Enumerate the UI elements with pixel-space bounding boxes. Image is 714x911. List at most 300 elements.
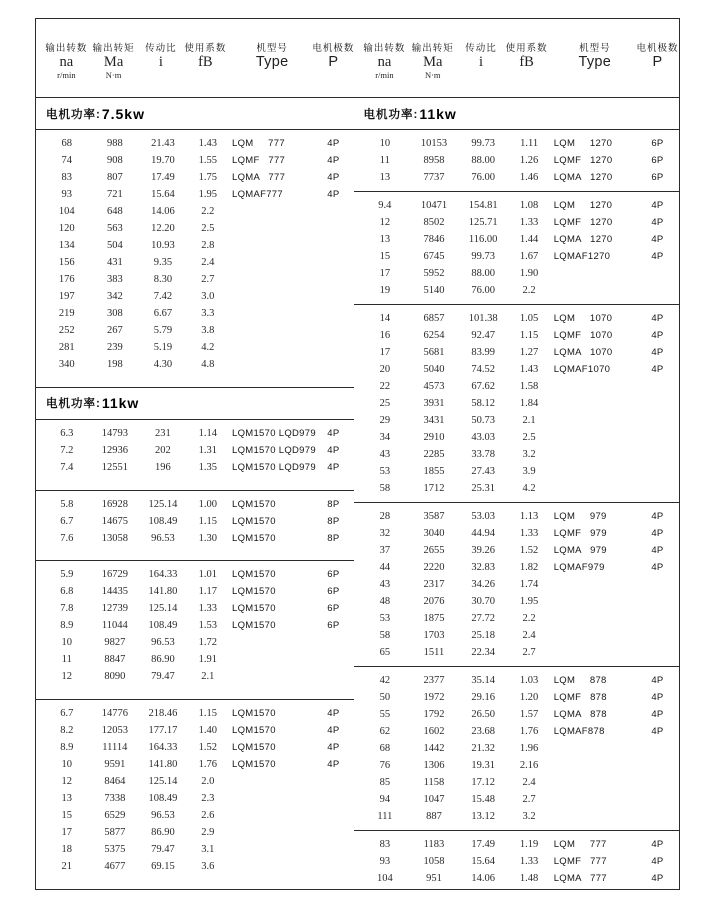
table-row — [360, 836, 677, 853]
table-row — [42, 442, 352, 459]
cell-na: 10 — [61, 759, 73, 771]
cell-fb: 2.8 — [201, 240, 215, 251]
cell-na: 83 — [379, 839, 391, 850]
table-row — [360, 808, 677, 825]
cell-i: 35.14 — [471, 675, 495, 686]
spec-table-left — [35, 18, 355, 890]
table-row — [360, 152, 677, 169]
cell-ma: 988 — [106, 138, 123, 149]
cell-fb: 1.58 — [519, 381, 539, 392]
cell-fb: 2.5 — [522, 432, 536, 443]
cell-ma: 11114 — [102, 742, 128, 754]
cell-i: 17.12 — [471, 777, 495, 788]
cell-i: 4.30 — [153, 359, 173, 370]
cell-p: 4P — [327, 172, 340, 183]
cell-type: LQM1570 LQD979 — [231, 427, 316, 439]
cell-na: 53 — [379, 613, 391, 624]
cell-ma: 1442 — [423, 743, 445, 754]
cell-i: 99.73 — [471, 251, 495, 262]
cell-na: 156 — [58, 257, 75, 268]
cell-p: 4P — [651, 251, 664, 262]
cell-p: 6P — [327, 586, 340, 598]
cell-i: 231 — [155, 427, 171, 439]
table-row — [360, 774, 677, 791]
section-title — [36, 388, 354, 420]
cell-ma: 4573 — [423, 381, 445, 392]
cell-na: 37 — [379, 545, 391, 556]
cell-ma: 16729 — [101, 569, 128, 581]
cell-type: LQMA 1070 — [553, 347, 613, 358]
table-row — [360, 508, 677, 525]
table-row — [360, 853, 677, 870]
cell-i: 92.47 — [471, 330, 495, 341]
cell-ma: 2655 — [423, 545, 445, 556]
column-unit: N·m — [424, 70, 441, 81]
cell-i: 83.99 — [471, 347, 495, 358]
cell-ma: 5681 — [423, 347, 445, 358]
cell-na: 6.8 — [60, 586, 74, 598]
cell-p: 4P — [651, 709, 664, 720]
cell-fb: 1.33 — [519, 856, 539, 867]
table-row — [42, 600, 352, 617]
cell-ma: 9827 — [104, 637, 126, 649]
cell-type: LQM1570 LQD979 — [231, 444, 316, 456]
cell-na: 252 — [58, 325, 75, 336]
cell-ma: 3040 — [423, 528, 445, 539]
cell-ma: 1306 — [423, 760, 445, 771]
column-label-zh: 机型号 — [579, 42, 611, 54]
cell-na: 29 — [379, 415, 391, 426]
cell-fb: 2.9 — [201, 827, 215, 839]
cell-na: 11 — [379, 155, 390, 166]
cell-na: 48 — [379, 596, 391, 607]
motor-power-value: 7.5kw — [101, 105, 145, 122]
cell-type: LQM1570 — [231, 759, 276, 771]
cell-fb: 1.19 — [519, 839, 539, 850]
cell-p: 4P — [327, 461, 340, 473]
column-symbol: Ma — [423, 53, 443, 70]
cell-fb: 1.35 — [198, 461, 218, 473]
cell-na: 55 — [379, 709, 391, 720]
cell-type: LQMF 878 — [553, 692, 607, 703]
cell-na: 85 — [379, 777, 391, 788]
column-header-na — [360, 40, 410, 81]
cell-na: 15 — [61, 810, 73, 822]
cell-fb: 2.4 — [522, 630, 536, 641]
table-row — [360, 361, 677, 378]
cell-p: 4P — [651, 873, 664, 884]
cell-i: 43.03 — [471, 432, 495, 443]
cell-ma: 16928 — [101, 498, 128, 510]
column-label-zh: 输出转矩 — [411, 43, 454, 54]
cell-na: 6.7 — [60, 708, 74, 720]
cell-fb: 4.8 — [201, 359, 215, 370]
cell-fb: 1.44 — [519, 234, 539, 245]
cell-fb: 1.31 — [198, 444, 218, 456]
column-symbol: Ma — [103, 53, 124, 70]
cell-fb: 4.2 — [201, 342, 215, 353]
table-row — [360, 757, 677, 774]
column-header-ma — [409, 40, 456, 81]
cell-ma: 6529 — [104, 810, 126, 822]
table-row — [360, 672, 677, 689]
cell-i: 76.00 — [471, 172, 495, 183]
cell-p: 8P — [327, 498, 340, 510]
cell-p: 4P — [651, 562, 664, 573]
cell-p: 4P — [651, 364, 664, 375]
cell-type: LQM 979 — [553, 511, 607, 522]
cell-i: 99.73 — [471, 138, 495, 149]
cell-fb: 3.9 — [522, 466, 536, 477]
cell-ma: 12936 — [101, 444, 128, 456]
cell-ma: 5877 — [104, 827, 126, 839]
cell-p: 4P — [651, 692, 664, 703]
table-row — [360, 310, 677, 327]
cell-i: 32.83 — [471, 562, 495, 573]
cell-p: 4P — [651, 726, 664, 737]
cell-fb: 1.55 — [198, 155, 218, 166]
cell-ma: 267 — [106, 325, 123, 336]
cell-na: 281 — [58, 342, 75, 353]
cell-ma: 1158 — [423, 777, 445, 788]
cell-fb: 2.4 — [522, 777, 536, 788]
cell-fb: 1.05 — [519, 313, 539, 324]
cell-type: LQMA 1270 — [553, 172, 613, 183]
cell-na: 20 — [379, 364, 391, 375]
cell-fb: 1.43 — [519, 364, 539, 375]
cell-fb: 3.2 — [522, 811, 536, 822]
cell-ma: 2317 — [423, 579, 445, 590]
cell-na: 219 — [58, 308, 75, 319]
cell-i: 19.31 — [471, 760, 495, 771]
table-row — [360, 378, 677, 395]
table-row — [42, 459, 352, 476]
cell-ma: 2220 — [423, 562, 445, 573]
cell-i: 5.79 — [153, 325, 173, 336]
cell-fb: 2.5 — [201, 223, 215, 234]
cell-p: 6P — [651, 138, 664, 149]
cell-p: 4P — [651, 511, 664, 522]
table-row — [42, 254, 352, 271]
cell-na: 12 — [61, 671, 73, 683]
table-row — [360, 559, 677, 576]
cell-ma: 3587 — [423, 511, 445, 522]
table-row — [42, 186, 352, 203]
cell-i: 218.46 — [148, 708, 178, 720]
cell-i: 116.00 — [468, 234, 498, 245]
cell-type: LQMF 1070 — [553, 330, 613, 341]
table-row — [360, 344, 677, 361]
table-row — [360, 463, 677, 480]
table-row — [42, 634, 352, 651]
cell-type: LQMF 777 — [231, 155, 286, 166]
cell-na: 10 — [379, 138, 391, 149]
cell-ma: 1511 — [423, 647, 445, 658]
cell-i: 17.49 — [471, 839, 495, 850]
cell-p: 4P — [327, 189, 340, 200]
cell-ma: 4677 — [104, 861, 126, 873]
cell-na: 50 — [379, 692, 391, 703]
cell-i: 101.38 — [468, 313, 498, 324]
cell-p: 4P — [327, 427, 340, 439]
cell-p: 4P — [327, 138, 340, 149]
column-header-na — [42, 40, 91, 81]
column-header-p — [312, 40, 355, 81]
cell-fb: 1.95 — [198, 189, 218, 200]
cell-p: 4P — [651, 347, 664, 358]
table-row — [360, 576, 677, 593]
cell-p: 4P — [327, 444, 340, 456]
data-block — [354, 130, 679, 192]
table-row — [42, 203, 352, 220]
table-row — [360, 525, 677, 542]
cell-i: 125.14 — [148, 498, 178, 510]
cell-na: 12 — [61, 776, 73, 788]
cell-type: LQM1570 — [231, 515, 276, 527]
column-symbol: na — [59, 53, 74, 70]
cell-fb: 1.91 — [198, 654, 218, 666]
table-row — [360, 197, 677, 214]
cell-ma: 3931 — [423, 398, 445, 409]
cell-fb: 2.2 — [522, 613, 536, 624]
cell-i: 39.26 — [471, 545, 495, 556]
cell-na: 18 — [61, 844, 73, 856]
cell-ma: 5140 — [423, 285, 445, 296]
cell-fb: 4.2 — [522, 483, 536, 494]
cell-i: 27.72 — [471, 613, 495, 624]
cell-type: LQM 1070 — [553, 313, 613, 324]
cell-ma: 1183 — [423, 839, 445, 850]
table-row — [360, 542, 677, 559]
motor-power-label: 电机功率: — [46, 398, 101, 411]
cell-ma: 1792 — [423, 709, 445, 720]
cell-i: 14.06 — [151, 206, 175, 217]
cell-i: 125.71 — [468, 217, 498, 228]
cell-ma: 239 — [106, 342, 123, 353]
column-unit: r/min — [57, 70, 76, 81]
cell-ma: 7846 — [423, 234, 445, 245]
data-block — [354, 305, 679, 503]
cell-na: 16 — [379, 330, 391, 341]
cell-fb: 2.2 — [522, 285, 536, 296]
cell-ma: 14675 — [101, 515, 128, 527]
table-row — [42, 288, 352, 305]
cell-i: 154.81 — [468, 200, 498, 211]
cell-i: 25.18 — [471, 630, 495, 641]
column-label-zh: 输出转数 — [363, 43, 406, 54]
cell-na: 65 — [379, 647, 391, 658]
table-row — [360, 395, 677, 412]
cell-fb: 1.33 — [519, 528, 539, 539]
cell-fb: 1.33 — [519, 217, 539, 228]
table-row — [360, 327, 677, 344]
cell-na: 68 — [61, 138, 73, 149]
cell-p: 4P — [327, 155, 340, 166]
cell-fb: 2.2 — [201, 206, 215, 217]
cell-type: LQM1570 — [231, 620, 276, 632]
cell-fb: 2.1 — [522, 415, 536, 426]
cell-p: 6P — [327, 569, 340, 581]
cell-fb: 2.4 — [201, 257, 215, 268]
cell-type: LQMA 1270 — [553, 234, 613, 245]
cell-fb: 1.08 — [519, 200, 539, 211]
cell-i: 27.43 — [471, 466, 495, 477]
table-row — [360, 610, 677, 627]
column-symbol: Type — [578, 53, 612, 70]
cell-fb: 1.96 — [519, 743, 539, 754]
cell-i: 50.73 — [471, 415, 495, 426]
cell-na: 7.6 — [60, 532, 74, 544]
cell-i: 7.42 — [153, 291, 173, 302]
cell-fb: 1.40 — [198, 725, 218, 737]
cell-p: 4P — [651, 217, 664, 228]
cell-ma: 1047 — [423, 794, 445, 805]
cell-na: 134 — [58, 240, 75, 251]
cell-na: 15 — [379, 251, 391, 262]
cell-i: 13.12 — [471, 811, 495, 822]
cell-p: 4P — [327, 759, 340, 771]
cell-ma: 951 — [426, 873, 442, 884]
cell-type: LQM1570 LQD979 — [231, 461, 316, 473]
cell-ma: 14793 — [101, 427, 128, 439]
cell-type: LQMA 878 — [553, 709, 607, 720]
cell-type: LQM1570 — [231, 498, 276, 510]
cell-ma: 13058 — [101, 532, 128, 544]
cell-fb: 2.6 — [201, 810, 215, 822]
cell-na: 5.8 — [60, 498, 74, 510]
cell-ma: 3431 — [423, 415, 445, 426]
table-row — [360, 412, 677, 429]
cell-fb: 1.52 — [519, 545, 539, 556]
column-unit: N·m — [105, 70, 122, 81]
column-symbol: i — [158, 53, 163, 70]
cell-ma: 1058 — [423, 856, 445, 867]
cell-type: LQMAF878 — [553, 726, 605, 737]
cell-type: LQM 1270 — [553, 200, 613, 211]
cell-type: LQM 1270 — [553, 138, 613, 149]
cell-type: LQMAF1270 — [553, 251, 611, 262]
cell-fb: 1.52 — [198, 742, 218, 754]
cell-ma: 5375 — [104, 844, 126, 856]
cell-na: 25 — [379, 398, 391, 409]
cell-ma: 8502 — [423, 217, 445, 228]
cell-na: 19 — [379, 285, 391, 296]
data-block — [36, 491, 354, 562]
cell-ma: 1875 — [423, 613, 445, 624]
cell-i: 86.90 — [151, 654, 175, 666]
table-row — [360, 870, 677, 887]
cell-fb: 1.15 — [198, 515, 218, 527]
cell-i: 125.14 — [148, 603, 178, 615]
cell-na: 8.9 — [60, 742, 74, 754]
cell-fb: 3.1 — [201, 844, 215, 856]
cell-ma: 1972 — [423, 692, 445, 703]
cell-fb: 3.6 — [201, 861, 215, 873]
cell-p: 4P — [651, 234, 664, 245]
table-row — [42, 651, 352, 668]
cell-fb: 1.90 — [519, 268, 539, 279]
cell-fb: 1.72 — [198, 637, 218, 649]
cell-fb: 1.53 — [198, 620, 218, 632]
cell-ma: 198 — [106, 359, 123, 370]
cell-na: 6.3 — [60, 427, 74, 439]
table-row — [42, 739, 352, 756]
table-row — [42, 722, 352, 739]
cell-ma: 8958 — [423, 155, 445, 166]
cell-na: 17 — [379, 347, 391, 358]
column-label-zh: 电机极数 — [312, 42, 355, 54]
cell-fb: 3.8 — [201, 325, 215, 336]
column-header-fb — [506, 40, 547, 81]
cell-type: LQM1570 — [231, 708, 276, 720]
cell-na: 104 — [376, 873, 393, 884]
cell-fb: 1.43 — [198, 138, 218, 149]
cell-fb: 1.57 — [519, 709, 539, 720]
table-row — [42, 790, 352, 807]
cell-fb: 1.76 — [198, 759, 218, 771]
cell-i: 202 — [155, 444, 171, 456]
cell-ma: 504 — [106, 240, 123, 251]
column-symbol: fB — [519, 53, 534, 70]
cell-type: LQMF 979 — [553, 528, 607, 539]
table-row — [360, 791, 677, 808]
table-row — [42, 152, 352, 169]
cell-i: 53.03 — [471, 511, 495, 522]
cell-fb: 1.95 — [519, 596, 539, 607]
cell-fb: 1.20 — [519, 692, 539, 703]
column-symbol: P — [652, 53, 663, 70]
cell-type: LQM1570 — [231, 742, 276, 754]
data-block — [36, 561, 354, 700]
cell-ma: 2285 — [423, 449, 445, 460]
cell-ma: 14435 — [101, 586, 128, 598]
cell-na: 7.2 — [60, 444, 74, 456]
cell-fb: 2.3 — [201, 793, 215, 805]
cell-fb: 1.15 — [198, 708, 218, 720]
cell-i: 5.19 — [153, 342, 173, 353]
cell-p: 4P — [651, 545, 664, 556]
cell-na: 58 — [379, 483, 391, 494]
cell-i: 26.50 — [471, 709, 495, 720]
table-row — [360, 169, 677, 186]
cell-ma: 2076 — [423, 596, 445, 607]
motor-power-value: 11kw — [419, 105, 457, 122]
column-label-zh: 使用系数 — [184, 43, 227, 54]
cell-fb: 3.2 — [522, 449, 536, 460]
cell-fb: 2.16 — [519, 760, 539, 771]
cell-ma: 807 — [106, 172, 123, 183]
cell-na: 43 — [379, 579, 391, 590]
data-block — [354, 831, 679, 890]
table-row — [42, 617, 352, 634]
cell-ma: 12053 — [101, 725, 128, 737]
cell-type: LQMA 777 — [231, 172, 286, 183]
cell-na: 340 — [58, 359, 75, 370]
cell-na: 111 — [377, 811, 393, 822]
table-row — [360, 689, 677, 706]
cell-i: 76.00 — [471, 285, 495, 296]
cell-ma: 1712 — [423, 483, 445, 494]
cell-na: 13 — [379, 234, 391, 245]
column-header-fb — [185, 40, 225, 81]
cell-ma: 6857 — [423, 313, 445, 324]
cell-na: 11 — [61, 654, 72, 666]
cell-na: 93 — [379, 856, 391, 867]
cell-fb: 1.84 — [519, 398, 539, 409]
cell-p: 6P — [651, 155, 664, 166]
table-row — [42, 705, 352, 722]
cell-i: 108.49 — [148, 620, 178, 632]
